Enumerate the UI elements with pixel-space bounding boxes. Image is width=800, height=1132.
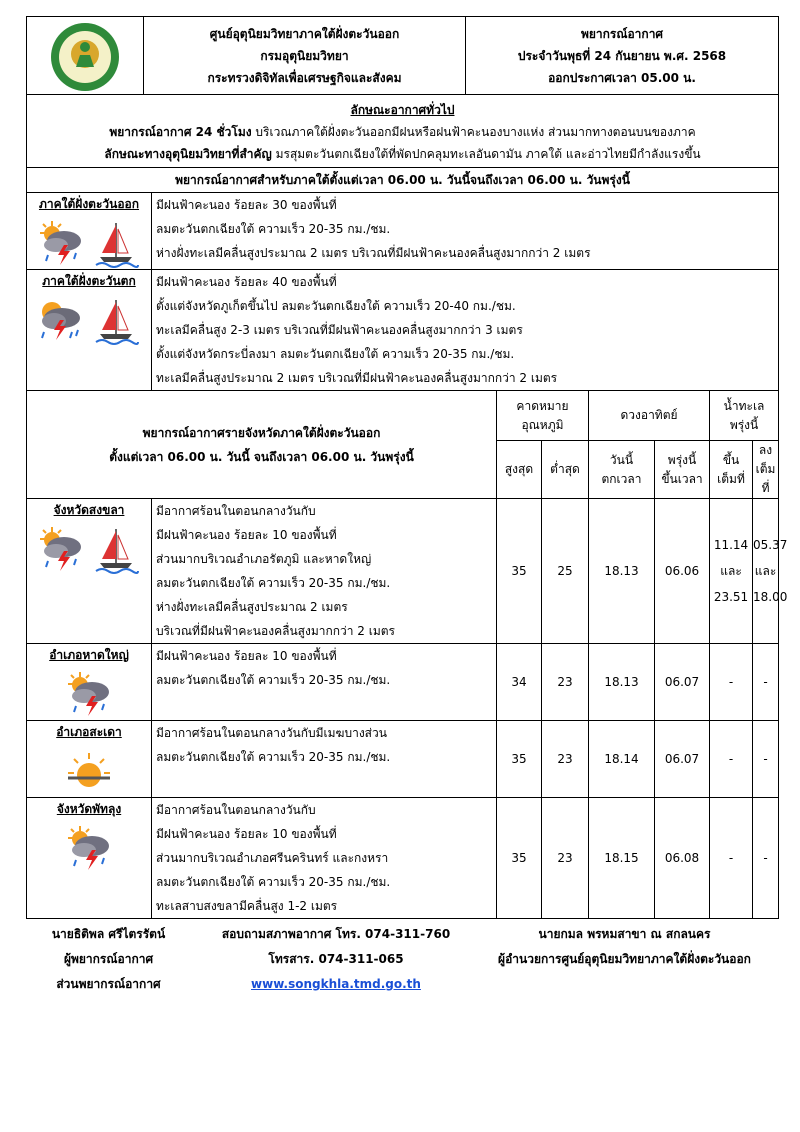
general-title: ลักษณะอากาศทั่วไป — [350, 103, 455, 117]
sunset-time: 18.13 — [589, 499, 655, 644]
province-row — [27, 721, 779, 798]
general-feature-label: ลักษณะทางอุตุนิยมวิทยาที่สำคัญ — [104, 147, 272, 161]
province-line: ส่วนมากบริเวณอำเภอรัตภูมิ และหาดใหญ่ — [156, 552, 372, 566]
director-name: นายกมล พรหมสาขา ณ สกลนคร — [538, 927, 711, 941]
region-line: ห่างฝั่งทะเลมีคลื่นสูงประมาณ 2 เมตร บริเวณที่มีฝนฟ้าคะนองคลื่นสูงมากกว่า 2 เมตร — [156, 246, 591, 260]
contact-fax: โทรสาร. 074-311-065 — [268, 952, 404, 966]
footer — [26, 922, 778, 1002]
footer-forecaster — [26, 922, 191, 997]
sun-cloud-storm-icon — [64, 824, 114, 874]
general-feature-text: มรสุมตะวันตกเฉียงใต้ที่พัดปกคลุมทะเลอันดามัน ภาคใต้ และอ่าวไทยมีกำลังแรงขึ้น — [275, 147, 701, 161]
tide-low-value: - — [763, 752, 768, 766]
province-line: มีอากาศร้อนในตอนกลางวันกับ — [156, 504, 316, 518]
footer-contact — [196, 922, 476, 997]
sailboat-icon — [92, 219, 142, 269]
sunset-time: 18.14 — [589, 721, 655, 798]
temp-header — [497, 391, 589, 441]
tide-high — [710, 644, 753, 721]
general-forecast-text: บริเวณภาคใต้ฝั่งตะวันออกมีฝนหรือฝนฟ้าคะนองบางแห่ง ส่วนมากทางตอนบนของภาค — [255, 125, 696, 139]
sunset-time: 18.15 — [589, 798, 655, 919]
tide-low-value: - — [763, 851, 768, 865]
temp-max: 35 — [497, 798, 542, 919]
temp-min: 23 — [542, 644, 589, 721]
issue-date: ประจำวันพุธที่ 24 กันยายน พ.ศ. 2568 — [517, 48, 727, 63]
temp-min-header: ต่ำสุด — [542, 441, 589, 499]
temp-max: 35 — [497, 721, 542, 798]
region-line: มีฝนฟ้าคะนอง ร้อยละ 30 ของพื้นที่ — [156, 198, 337, 212]
tide-high-value: 11.14 — [713, 538, 749, 552]
province-forecast — [152, 721, 497, 798]
region-row — [27, 270, 779, 391]
temp-header-line2: อุณหภูมิ — [521, 417, 564, 432]
province-row — [27, 644, 779, 721]
tide-low-value: 18.00 — [753, 590, 788, 604]
footer-director — [471, 922, 778, 972]
sunset-header-line2: ตกเวลา — [601, 471, 642, 486]
temp-max-header: สูงสุด — [497, 441, 542, 499]
tide-header: น้ำทะเลพรุ่งนี้ — [710, 391, 779, 441]
general-forecast-label: พยากรณ์อากาศ 24 ชั่วโมง — [109, 125, 252, 139]
tide-high — [710, 721, 753, 798]
region-forecast — [152, 193, 779, 270]
temp-header-line1: คาดหมาย — [516, 398, 569, 413]
region-forecast — [152, 270, 779, 391]
sunrise-time: 06.07 — [655, 721, 710, 798]
ministry-name: กระทรวงดิจิทัลเพื่อเศรษฐกิจและสังคม — [207, 70, 402, 85]
general-weather — [27, 95, 779, 168]
province-icons — [31, 824, 147, 874]
province-icons — [31, 525, 147, 575]
region-icons — [31, 296, 147, 346]
logo-cell — [27, 17, 144, 95]
doc-title: พยากรณ์อากาศ — [580, 26, 664, 41]
province-line: ลมตะวันตกเฉียงใต้ ความเร็ว 20-35 กม./ชม. — [156, 576, 391, 590]
storm-cloud-rain-icon — [36, 296, 86, 346]
province-name-cell — [27, 798, 152, 919]
region-name-cell — [27, 270, 152, 391]
province-name: จังหวัดพัทลุง — [56, 802, 122, 816]
province-name: อำเภอสะเดา — [56, 725, 122, 739]
temp-min: 25 — [542, 499, 589, 644]
province-line: มีฝนฟ้าคะนอง ร้อยละ 10 ของพื้นที่ — [156, 649, 337, 663]
province-row — [27, 798, 779, 919]
temp-max: 34 — [497, 644, 542, 721]
province-table — [26, 390, 788, 919]
province-table-title — [27, 391, 497, 499]
province-line: มีฝนฟ้าคะนอง ร้อยละ 10 ของพื้นที่ — [156, 827, 337, 841]
province-title-line1: พยากรณ์อากาศรายจังหวัดภาคใต้ฝั่งตะวันออก — [142, 425, 381, 440]
tide-high-header-line2: เต็มที่ — [717, 471, 745, 486]
header-right — [466, 17, 779, 95]
province-line: มีอากาศร้อนในตอนกลางวันกับมีเมฆบางส่วน — [156, 726, 387, 740]
sun-cloud-storm-icon — [64, 670, 114, 720]
province-line: ลมตะวันตกเฉียงใต้ ความเร็ว 20-35 กม./ชม. — [156, 673, 391, 687]
temp-min: 23 — [542, 798, 589, 919]
sunrise-header — [655, 441, 710, 499]
region-icons — [31, 219, 147, 269]
center-name: ศูนย์อุตุนิยมวิทยาภาคใต้ฝั่งตะวันออก — [209, 26, 400, 41]
contact-phone: สอบถามสภาพอากาศ โทร. 074-311-760 — [221, 927, 451, 941]
province-line: มีอากาศร้อนในตอนกลางวันกับ — [156, 803, 316, 817]
province-forecast — [152, 798, 497, 919]
region-line: ตั้งแต่จังหวัดภูเก็ตขึ้นไป ลมตะวันตกเฉียงใต้ ความเร็ว 20-40 กม./ชม. — [156, 299, 516, 313]
tide-high-value: 23.51 — [713, 590, 749, 604]
province-name: จังหวัดสงขลา — [53, 503, 125, 517]
region-line: มีฝนฟ้าคะนอง ร้อยละ 40 ของพื้นที่ — [156, 275, 337, 289]
province-icons — [31, 747, 147, 797]
region-line: ตั้งแต่จังหวัดกระบี่ลงมา ลมตะวันตกเฉียงใต้ ความเร็ว 20-35 กม./ชม. — [156, 347, 515, 361]
tide-low-value: 05.37 — [753, 538, 788, 552]
tide-high-value: - — [728, 851, 734, 865]
sunset-header — [589, 441, 655, 499]
province-line: ห่างฝั่งทะเลมีคลื่นสูงประมาณ 2 เมตร — [156, 600, 348, 614]
region-line: ทะเลมีคลื่นสูง 2-3 เมตร บริเวณที่มีฝนฟ้าคะนองคลื่นสูงมากกว่า 3 เมตร — [156, 323, 523, 337]
region-name-cell — [27, 193, 152, 270]
province-line: ลมตะวันตกเฉียงใต้ ความเร็ว 20-35 กม./ชม. — [156, 750, 391, 764]
region-row — [27, 193, 779, 270]
tide-low-header-line2: เต็มที่ — [755, 462, 776, 495]
tide-high — [710, 499, 753, 644]
sunrise-header-line1: พรุ่งนี้ — [667, 452, 697, 467]
general-forecast — [27, 121, 778, 143]
sunrise-time: 06.08 — [655, 798, 710, 919]
province-line: ทะเลสาบสงขลามีคลื่นสูง 1-2 เมตร — [156, 899, 338, 913]
tide-high-value: - — [728, 752, 734, 766]
website-link[interactable]: www.songkhla.tmd.go.th — [251, 977, 421, 991]
province-forecast — [152, 644, 497, 721]
sunset-time: 18.13 — [589, 644, 655, 721]
department-name: กรมอุตุนิยมวิทยา — [260, 48, 349, 63]
sailboat-icon — [92, 296, 142, 346]
director-role: ผู้อำนวยการศูนย์อุตุนิยมวิทยาภาคใต้ฝั่งตะวันออก — [498, 952, 751, 966]
temp-min: 23 — [542, 721, 589, 798]
regional-title: พยากรณ์อากาศสำหรับภาคใต้ตั้งแต่เวลา 06.00 น. วันนี้จนถึงเวลา 06.00 น. วันพรุ่งนี้ — [27, 168, 779, 193]
region-line: ลมตะวันตกเฉียงใต้ ความเร็ว 20-35 กม./ชม. — [156, 222, 391, 236]
issue-time: ออกประกาศเวลา 05.00 น. — [548, 70, 696, 85]
sunrise-time: 06.07 — [655, 644, 710, 721]
sun-header: ดวงอาทิตย์ — [589, 391, 710, 441]
tide-low — [753, 721, 779, 798]
province-row — [27, 499, 779, 644]
header-table — [26, 16, 779, 193]
region-name: ภาคใต้ฝั่งตะวันตก — [42, 274, 136, 288]
sunset-header-line1: วันนี้ — [609, 452, 634, 467]
province-name-cell — [27, 721, 152, 798]
province-name-cell — [27, 499, 152, 644]
tide-low — [753, 798, 779, 919]
province-name: อำเภอหาดใหญ่ — [49, 648, 129, 662]
sun-haze-icon — [64, 747, 114, 797]
sun-cloud-storm-icon — [36, 525, 86, 575]
region-line: ทะเลมีคลื่นสูงประมาณ 2 เมตร บริเวณที่มีฝนฟ้าคะนองคลื่นสูงมากกว่า 2 เมตร — [156, 371, 558, 385]
header-left — [144, 17, 466, 95]
tide-low-header-line1: ลง — [758, 443, 773, 457]
forecaster-section: ส่วนพยากรณ์อากาศ — [56, 977, 161, 991]
tide-high-value: - — [728, 675, 734, 689]
sunrise-header-line2: ขึ้นเวลา — [661, 471, 703, 486]
forecaster-role: ผู้พยากรณ์อากาศ — [63, 952, 154, 966]
tide-low-header — [753, 441, 779, 499]
tide-low-value: - — [763, 675, 768, 689]
tmd-logo — [46, 21, 124, 93]
province-line: บริเวณที่มีฝนฟ้าคะนองคลื่นสูงมากกว่า 2 เมตร — [156, 624, 396, 638]
forecaster-name: นายธิติพล ศรีไตรรัตน์ — [51, 927, 166, 941]
province-title-line2: ตั้งแต่เวลา 06.00 น. วันนี้ จนถึงเวลา 06.00 น. วันพรุ่งนี้ — [109, 449, 414, 464]
tide-low — [753, 499, 788, 644]
tide-low-value: และ — [754, 564, 777, 578]
tide-low — [753, 644, 779, 721]
region-name: ภาคใต้ฝั่งตะวันออก — [38, 197, 140, 211]
tide-high-header — [710, 441, 753, 499]
province-line: ลมตะวันตกเฉียงใต้ ความเร็ว 20-35 กม./ชม. — [156, 875, 391, 889]
province-line: ส่วนมากบริเวณอำเภอศรีนครินทร์ และกงหรา — [156, 851, 389, 865]
sunrise-time: 06.06 — [655, 499, 710, 644]
regions-table — [26, 192, 779, 391]
province-name-cell — [27, 644, 152, 721]
sun-cloud-storm-icon — [36, 219, 86, 269]
forecast-document — [26, 16, 788, 919]
tide-high-header-line1: ขึ้น — [722, 452, 740, 467]
province-forecast — [152, 499, 497, 644]
general-feature — [27, 143, 778, 165]
province-line: มีฝนฟ้าคะนอง ร้อยละ 10 ของพื้นที่ — [156, 528, 337, 542]
tide-high-value: และ — [720, 564, 742, 578]
sailboat-icon — [92, 525, 142, 575]
tide-high — [710, 798, 753, 919]
province-icons — [31, 670, 147, 720]
temp-max: 35 — [497, 499, 542, 644]
